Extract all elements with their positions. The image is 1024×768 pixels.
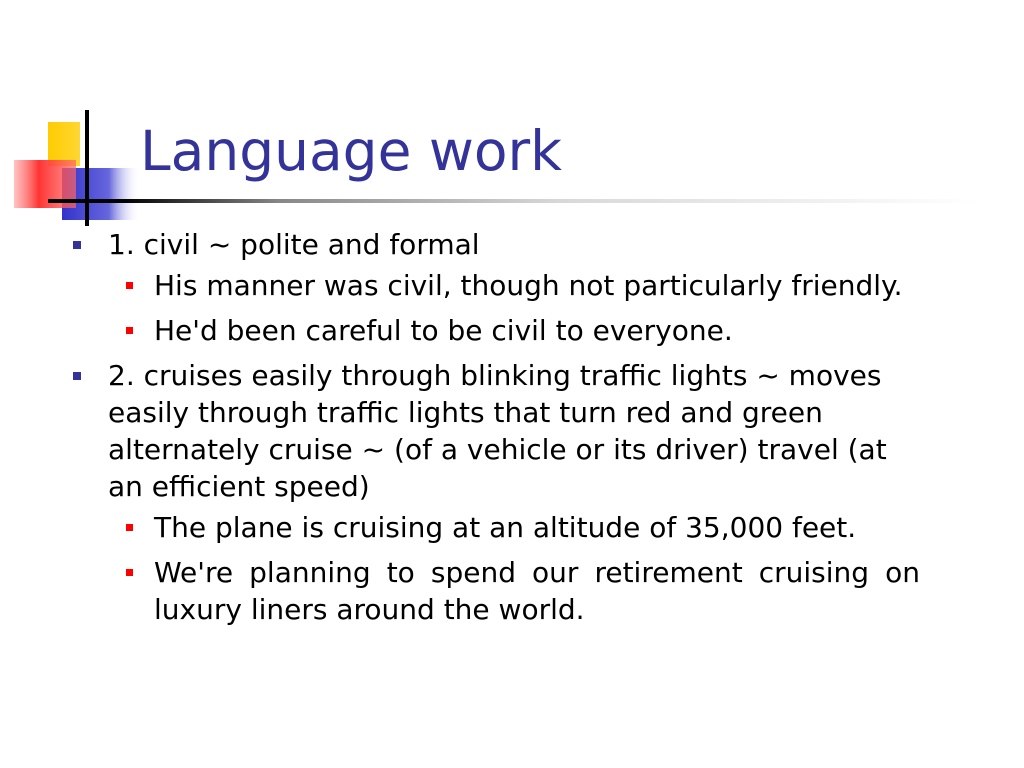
bullet-item	[70, 357, 920, 628]
sub-bullet-item	[70, 267, 920, 304]
decorative-logo	[0, 0, 150, 240]
square-bullet-icon	[126, 569, 133, 576]
slide-title: Language work	[140, 119, 563, 183]
square-bullet-icon	[73, 241, 81, 249]
sub-bullet-list	[108, 509, 920, 628]
logo-yellow-square	[48, 122, 80, 166]
square-bullet-icon	[126, 282, 133, 289]
sub-bullet-text: His manner was civil, though not particularly friendly.	[154, 269, 903, 302]
sub-bullet-item	[70, 509, 920, 546]
sub-bullet-item	[70, 554, 920, 628]
bullet-text: 1. civil ~ polite and formal	[108, 228, 480, 261]
sub-bullet-text: He'd been careful to be civil to everyone.	[154, 314, 733, 347]
sub-bullet-text: We're planning to spend our retirement cruising on luxury liners around the world.	[154, 556, 920, 626]
bullet-item	[70, 226, 920, 349]
sub-bullet-list	[108, 267, 920, 349]
title-underline	[48, 199, 978, 203]
sub-bullet-text: The plane is cruising at an altitude of 35,000 feet.	[154, 511, 857, 544]
logo-vertical-line	[85, 110, 89, 226]
bullet-text: 2. cruises easily through blinking traffic lights ~ moves easily through traffic lights that turn red and green alternately cruise ~ (of a vehicle or its driver) travel (at an efficient speed)	[108, 359, 887, 503]
bullet-list	[70, 226, 920, 636]
square-bullet-icon	[126, 327, 133, 334]
square-bullet-icon	[126, 524, 133, 531]
square-bullet-icon	[73, 372, 81, 380]
sub-bullet-item	[70, 312, 920, 349]
